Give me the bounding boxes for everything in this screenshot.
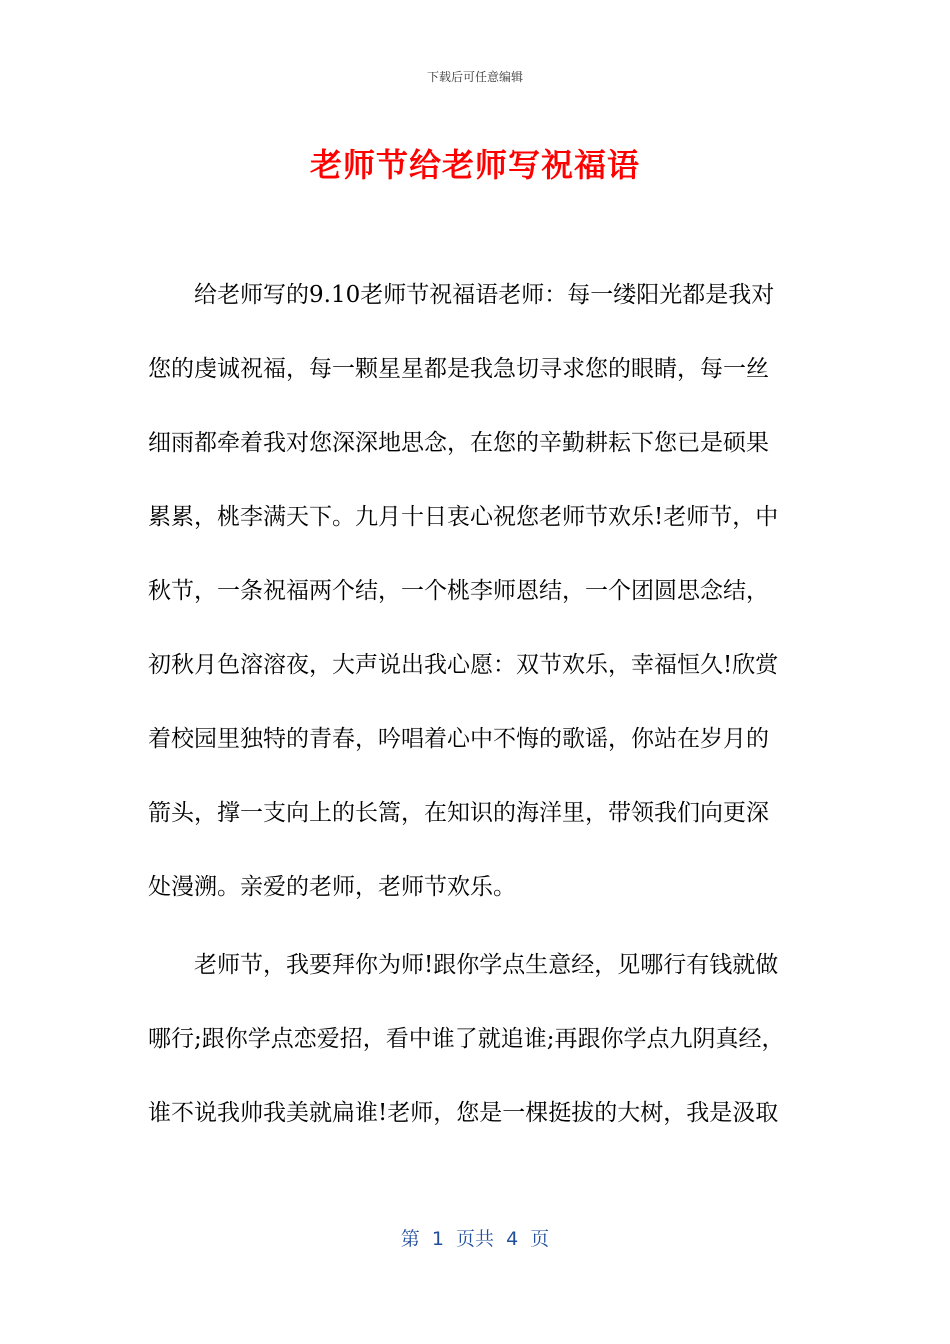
text-line: 给老师写的9.10老师节祝福语老师：每一缕阳光都是我对 <box>148 282 775 308</box>
text-line: 谁不说我帅我美就扁谁!老师，您是一棵挺拔的大树，我是汲取 <box>148 1100 779 1126</box>
text-line: 着校园里独特的青春，吟唱着心中不悔的歌谣，你站在岁月的 <box>148 726 769 752</box>
text-line: 哪行;跟你学点恋爱招，看中谁了就追谁;再跟你学点九阴真经， <box>148 1026 785 1052</box>
text-line: 细雨都牵着我对您深深地思念，在您的辛勤耕耘下您已是硕果 <box>148 430 769 456</box>
page-footer: 第 1 页共 4 页 <box>400 1228 550 1250</box>
document-body <box>148 273 803 1165</box>
text-line: 初秋月色溶溶夜，大声说出我心愿：双节欢乐，幸福恒久!欣赏 <box>148 652 779 678</box>
header-note: 下载后可任意编辑 <box>426 70 523 84</box>
text-line: 您的虔诚祝福，每一颗星星都是我急切寻求您的眼睛，每一丝 <box>148 356 769 382</box>
text-line: 箭头，撑一支向上的长篙，在知识的海洋里，带领我们向更深 <box>148 800 769 826</box>
text-line: 累累，桃李满天下。九月十日衷心祝您老师节欢乐!老师节，中 <box>148 504 779 530</box>
text-line: 秋节，一条祝福两个结，一个桃李师恩结，一个团圆思念结， <box>148 578 769 604</box>
document-title: 老师节给老师写祝福语 <box>309 146 640 184</box>
text-line: 老师节，我要拜你为师!跟你学点生意经，见哪行有钱就做 <box>148 952 779 978</box>
text-line: 处漫溯。亲爱的老师，老师节欢乐。 <box>148 874 516 900</box>
